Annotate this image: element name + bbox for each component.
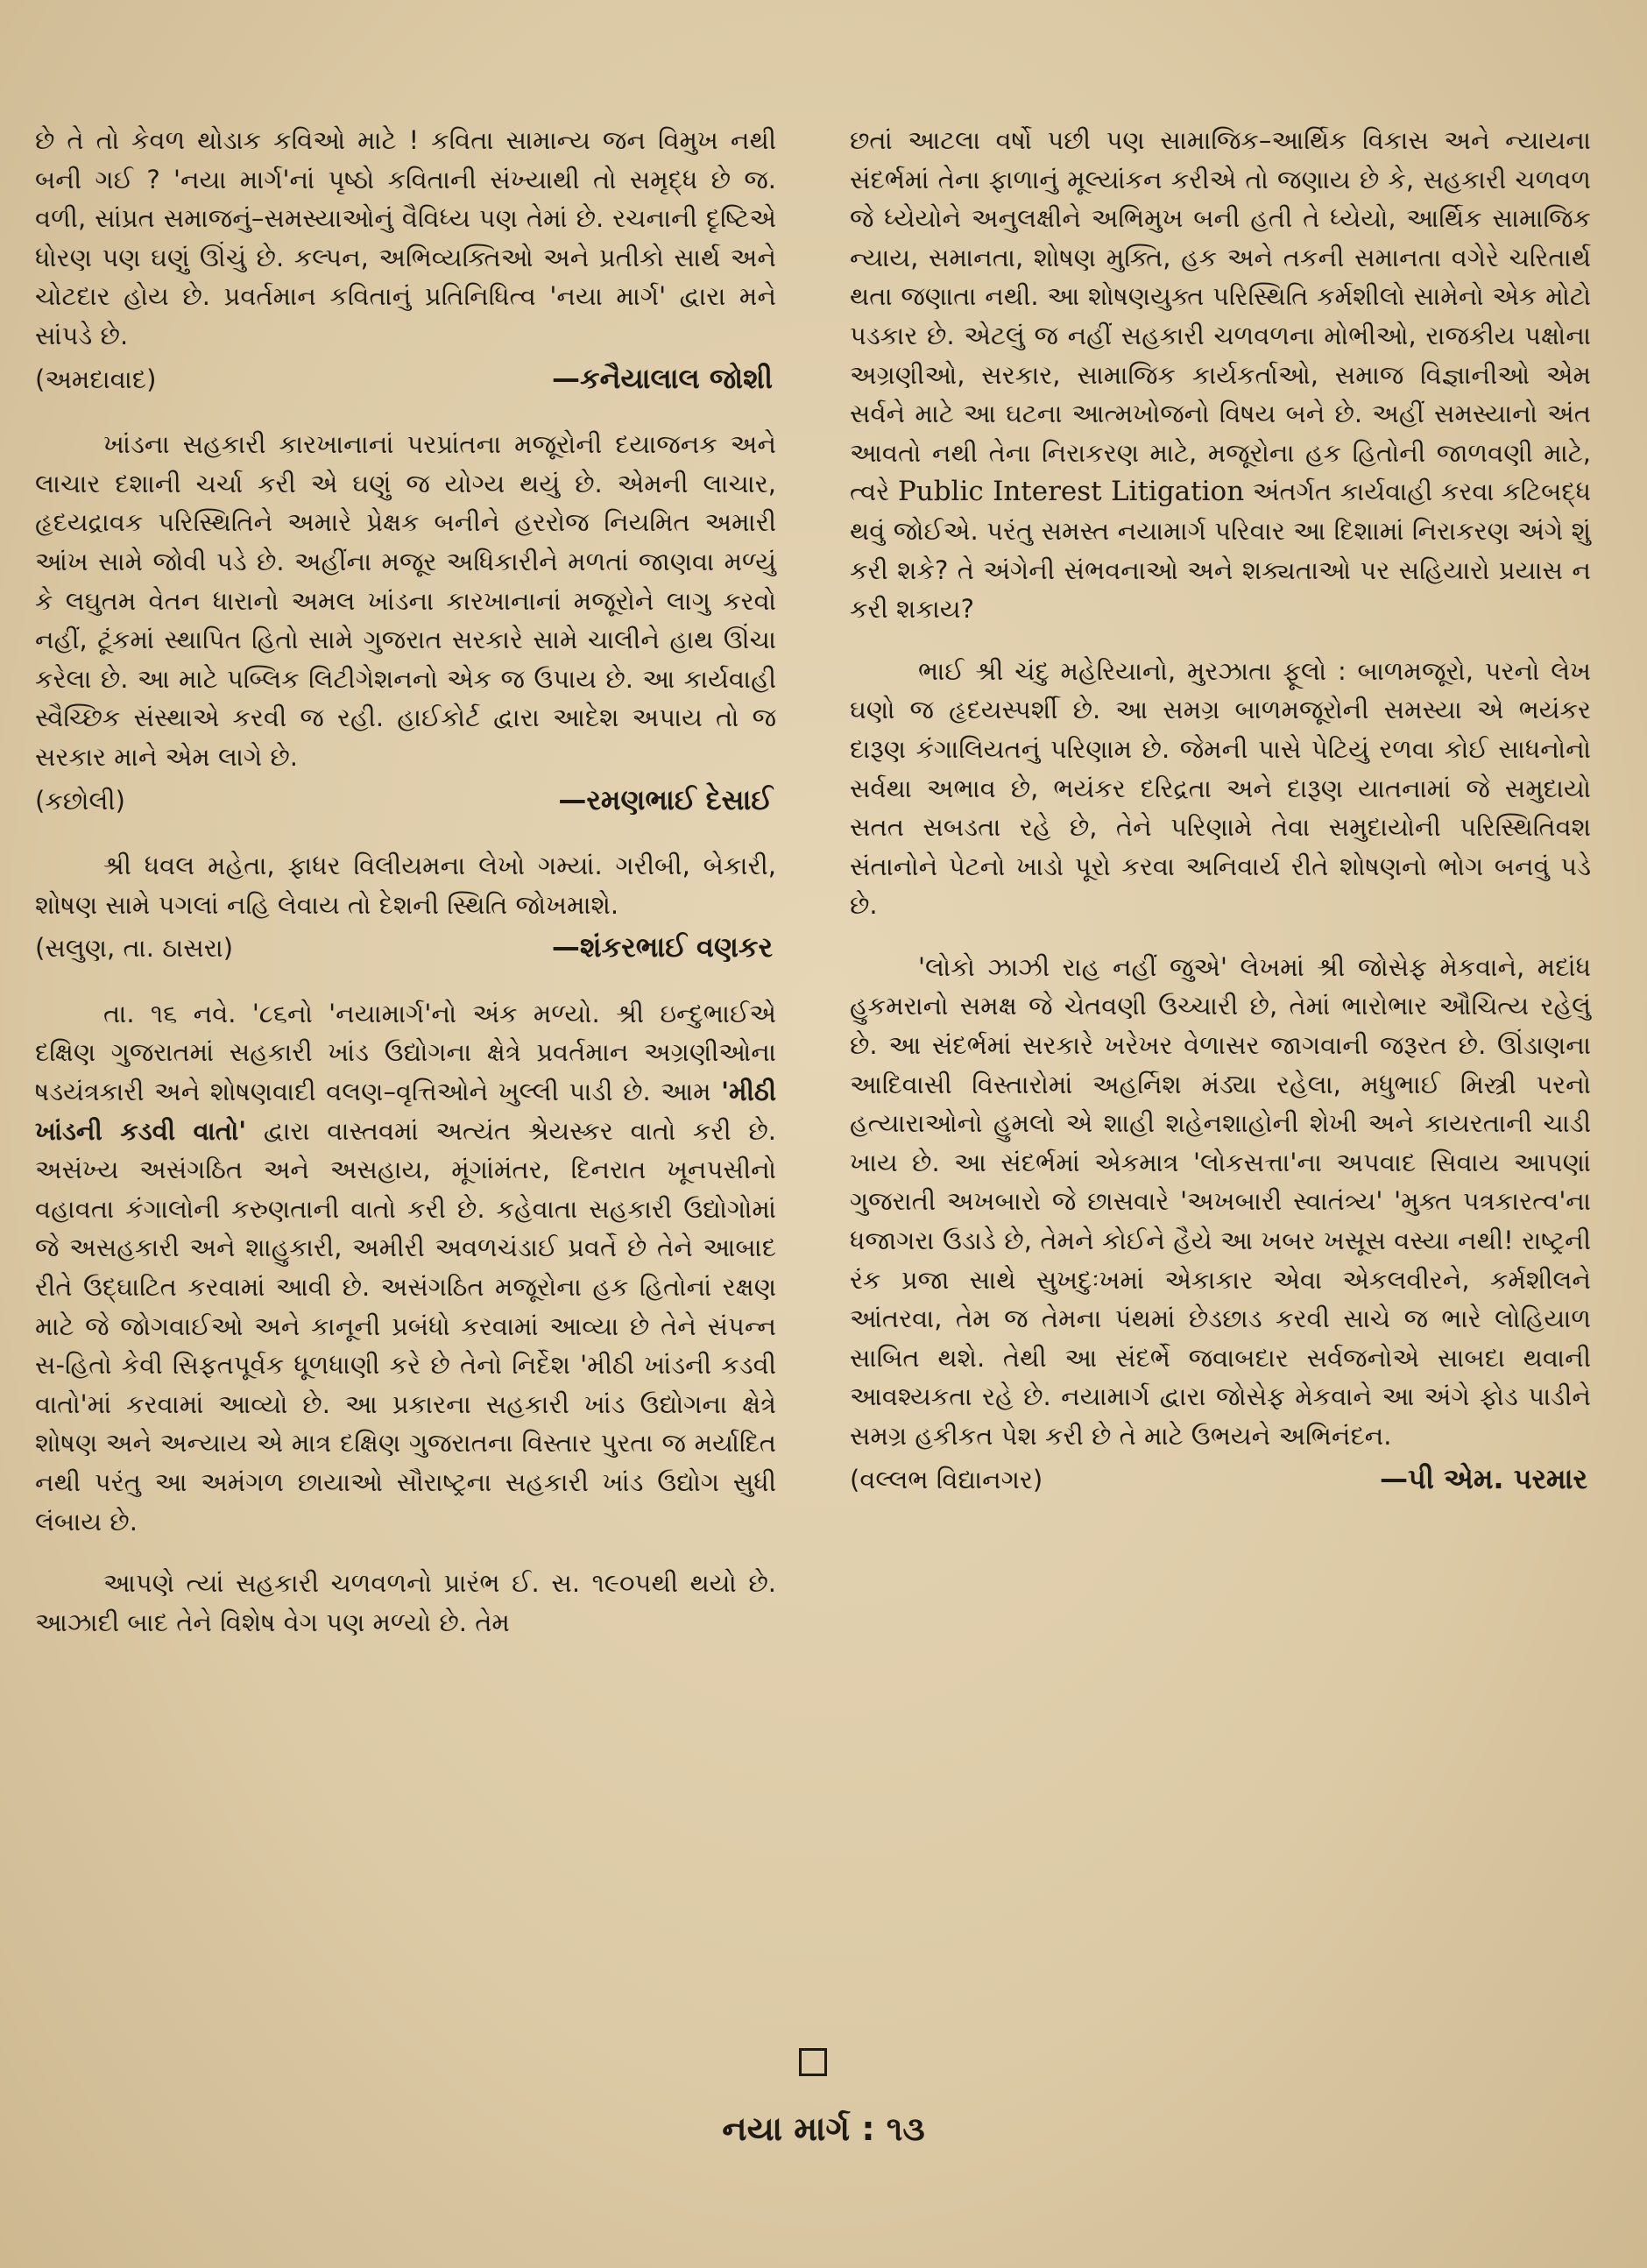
right-column [850,121,1591,1525]
letter-paragraph: 'લોકો ઝાઝી રાહ નહીં જુએ' લેખમાં શ્રી જોસેફ મેકવાને, મદાંધ હુકમરાનો સમક્ષ જે ચેતવણી ઉચ્ચારી છે, તેમાં ભારોભાર ઔચિત્ય રહેલું છે. આ સંદર્ભમાં સરકારે ખરેખર વેળાસર જાગવાની જરૂરત છે. ઊંડાણના આદિવાસી વિસ્તારોમાં અહર્નિશ મંડ્યા રહેલા, મધુભાઈ મિસ્ત્રી પરનો હત્યારાઓનો હુમલો એ શાહી શહેનશાહોની શેખી અને કાયરતાની ચાડી ખાય છે. આ સંદર્ભમાં એકમાત્ર 'લોકસત્તા'ના અપવાદ સિવાય આપણાં ગુજરાતી અખબારો જે છાસવારે 'અખબારી સ્વાતંત્ર્ય' 'મુક્ત પત્રકારત્વ'ના ધજાગરા ઉડાડે છે, તેમને કોઈને હૈયે આ ખબર ખસૂસ વસ્યા નથી! રાષ્ટ્રની રંક પ્રજા સાથે સુખદુઃખમાં એકાકાર એવા એકલવીરને, કર્મશીલને આંતરવા, તેમ જ તેમના પંથમાં છેડછાડ કરવી સાચે જ ભારે લોહિયાળ સાબિત થશે. તેથી આ સંદર્ભે જવાબદાર સર્વજનોએ સાબદા થવાની આવશ્યકતા રહે છે. નયામાર્ગ દ્વારા જોસેફ મેકવાને આ અંગે ફોડ પાડીને સમગ્ર હકીકત પેશ કરી છે તે માટે ઉભયને અભિનંદન. [850,951,1591,1451]
section-end-mark [799,2048,827,2076]
letter-paragraph: ખાંડના સહકારી કારખાનાનાં પરપ્રાંતના મજૂરોની દયાજનક અને લાચાર દશાની ચર્ચા કરી એ ઘણું જ યોગ્ય થયું છે. એમની લાચાર, હૃદયદ્રાવક પરિસ્થિતિને અમારે પ્રેક્ષક બનીને હરરોજ નિયમિત અમારી આંખ સામે જોવી પડે છે. અહીંના મજૂર અધિકારીને મળતાં જાણવા મળ્યું કે લઘુતમ વેતન ધારાનો અમલ ખાંડના કારખાનાનાં મજૂરોને લાગુ કરવો નહીં, ટૂંકમાં સ્થાપિત હિતો સામે ગુજરાત સરકારે સામે ચાલીને હાથ ઊંચા કરેલા છે. આ માટે પબ્લિક લિટીગેશનનો એક જ ઉપાય છે. આ કાર્યવાહી સ્વૈચ્છિક સંસ્થાએ કરવી જ રહી. હાઈકોર્ટ દ્વારા આદેશ અપાય તો જ સરકાર માને એમ લાગે છે. [35,429,776,772]
letter-paragraph: આપણે ત્યાં સહકારી ચળવળનો પ્રારંભ ઈ. સ. ૧૯૦૫થી થયો છે. આઝાદી બાદ તેને વિશેષ વેગ પણ મળ્યો છે. તેમ [35,1568,776,1637]
signature-place: (સલુણ, તા. ઠાસરા) [35,933,234,964]
letter-signature [35,359,776,399]
paragraph-text: તા. ૧૬ નવે. '૮૬નો 'નયામાર્ગ'નો અંક મળ્યો. શ્રી ઇન્દુભાઈએ દક્ષિણ ગુજરાતમાં સહકારી ખાંડ ઉદ્યોગના ક્ષેત્રે પ્રવર્તમાન અગ્રણીઓના ષડયંત્રકારી અને શોષણવાદી વલણ–વૃત્તિઓને ખુલ્લી પાડી છે. આમ [35,998,776,1107]
letter-paragraph [850,121,1591,629]
signature-name: —શંકરભાઈ વણકર [551,930,773,964]
english-phrase: Public Interest Litigation [897,476,1245,508]
signature-place: (વલ્લભ વિદ્યાનગર) [850,1464,1043,1494]
paragraph-text: દ્વારા વાસ્તવમાં અત્યંત શ્રેયસ્કર વાતો કરી છે. અસંખ્ય અસંગઠિત અને અસહાય, મૂંગાંમંતર, દિનરાત ખૂનપસીનો વહાવતા કંગાલોની કરુણતાની વાતો કરી છે. કહેવાતા સહકારી ઉદ્યોગોમાં જે અસહકારી અને શાહુકારી, અમીરી અવળચંડાઈ પ્રવર્તે છે તેને આબાદ રીતે ઉદ્ઘાટિત કરવામાં આવી છે. અસંગઠિત મજૂરોના હક હિતોનાં રક્ષણ માટે જે જોગવાઈઓ અને કાનૂની પ્રબંધો કરવામાં આવ્યા છે તેને સંપન્ન સ-હિતો કેવી સિફતપૂર્વક ધૂળધાણી કરે છે તેનો નિર્દેશ 'મીઠી ખાંડની કડવી વાતો'માં કરવામાં આવ્યો છે. આ પ્રકારના સહકારી ખાંડ ઉદ્યોગના ક્ષેત્રે શોષણ અને અન્યાય એ માત્ર દક્ષિણ ગુજરાતના વિસ્તાર પુરતા જ મર્યાદિત નથી પરંતુ આ અમંગળ છાયાઓ સૌરાષ્ટ્રના સહકારી ખાંડ ઉદ્યોગ સુધી લંબાય છે. [35,1115,776,1537]
page-footer: નયા માર્ગ : ૧૩ [722,2109,925,2148]
signature-name: —પી એમ. પરમાર [1380,1461,1587,1495]
signature-place: (અમદાવાદ) [35,364,157,394]
paragraph-text: અંતર્ગત કાર્યવાહી કરવા કટિબદ્ધ થવું જોઈએ. પરંતુ સમસ્ત નયામાર્ગ પરિવાર આ દિશામાં નિરાકરણ અંગે શું કરી શકે? તે અંગેની સંભવનાઓ અને શક્યતાઓ પર સહિયારો પ્રયાસ ન કરી શકાય? [850,477,1592,625]
letter-paragraph: શ્રી ધવલ મહેતા, ફાધર વિલીયમના લેખો ગમ્યાં. ગરીબી, બેકારી, શોષણ સામે પગલાં નહિ લેવાય તો દેશની સ્થિતિ જોખમાશે. [35,851,776,920]
letter-paragraph: ભાઈ શ્રી ચંદુ મહેરિયાનો, મુરઝાતા ફૂલો : બાળમજૂરો, પરનો લેખ ઘણો જ હૃદયસ્પર્શી છે. આ સમગ્ર બાળમજૂરોની સમસ્યા એ ભયંકર દારૂણ કંગાલિયતનું પરિણામ છે. જેમની પાસે પેટિયું રળવા કોઈ સાધનોનો સર્વથા અભાવ છે, ભયંકર દરિદ્રતા અને દારૂણ યાતનામાં જે સમુદાયો સતત સબડતા રહે છે, તેને પરિણામે તેવા સમુદાયોની પરિસ્થિતિવશ સંતાનોને પેટનો ખાડો પૂરો કરવા અનિવાર્ય રીતે શોષણનો ભોગ બનવું પડે છે. [850,655,1591,921]
article-title-emphasis: 'મીઠી ખાંડની કડવી વાતો' [35,1077,776,1146]
left-column [35,121,776,1664]
letter-signature [35,928,776,968]
signature-place: (કછોલી) [35,785,125,816]
letter-signature [35,781,776,821]
paragraph-text: છતાં આટલા વર્ષો પછી પણ સામાજિક–આર્થિક વિકાસ અને ન્યાયના સંદર્ભમાં તેના ફાળાનું મૂલ્યાંકન કરીએ તો જણાય છે કે, સહકારી ચળવળ જે ધ્યેયોને અનુલક્ષીને અભિમુખ બની હતી તે ધ્યેયો, આર્થિક સામાજિક ન્યાય, સમાનતા, શોષણ મુક્તિ, હક અને તકની સમાનતા વગેરે ચરિતાર્થ થતા જણાતા નથી. આ શોષણયુક્ત પરિસ્થિતિ કર્મશીલો સામેનો એક મોટો પડકાર છે. એટલું જ નહીં સહકારી ચળવળના મોભીઓ, રાજકીય પક્ષોના અગ્રણીઓ, સરકાર, સામાજિક કાર્યકર્તાઓ, સમાજ વિજ્ઞાનીઓ એમ સર્વને માટે આ ઘટના આત્મખોજનો વિષય બને છે. અહીં સમસ્યાનો અંત આવતો નથી તેના નિરાકરણ માટે, મજૂરોના હક હિતોની જાળવણી માટે, ત્વરે [850,125,1591,507]
letter-paragraph [35,994,776,1541]
letter-signature [850,1459,1591,1500]
signature-name: —કનૈયાલાલ જોશી [552,361,773,395]
signature-name: —રમણભાઈ દેસાઈ [558,782,773,816]
letter-paragraph: છે તે તો કેવળ થોડાક કવિઓ માટે ! કવિતા સામાન્ય જન વિમુખ નથી બની ગઈ ? 'નયા માર્ગ'નાં પૃષ્ઠો કવિતાની સંખ્યાથી તો સમૃદ્ધ છે જ. વળી, સાંપ્રત સમાજનું–સમસ્યાઓનું વૈવિધ્ય પણ તેમાં છે. રચનાની દૃષ્ટિએ ધોરણ પણ ઘણું ઊંચું છે. કલ્પન, અભિવ્યક્તિઓ અને પ્રતીકો સાર્થ અને ચોટદાર હોય છે. પ્રવર્તમાન કવિતાનું પ્રતિનિધિત્વ 'નયા માર્ગ' દ્વારા મને સાંપડે છે. [35,125,776,350]
